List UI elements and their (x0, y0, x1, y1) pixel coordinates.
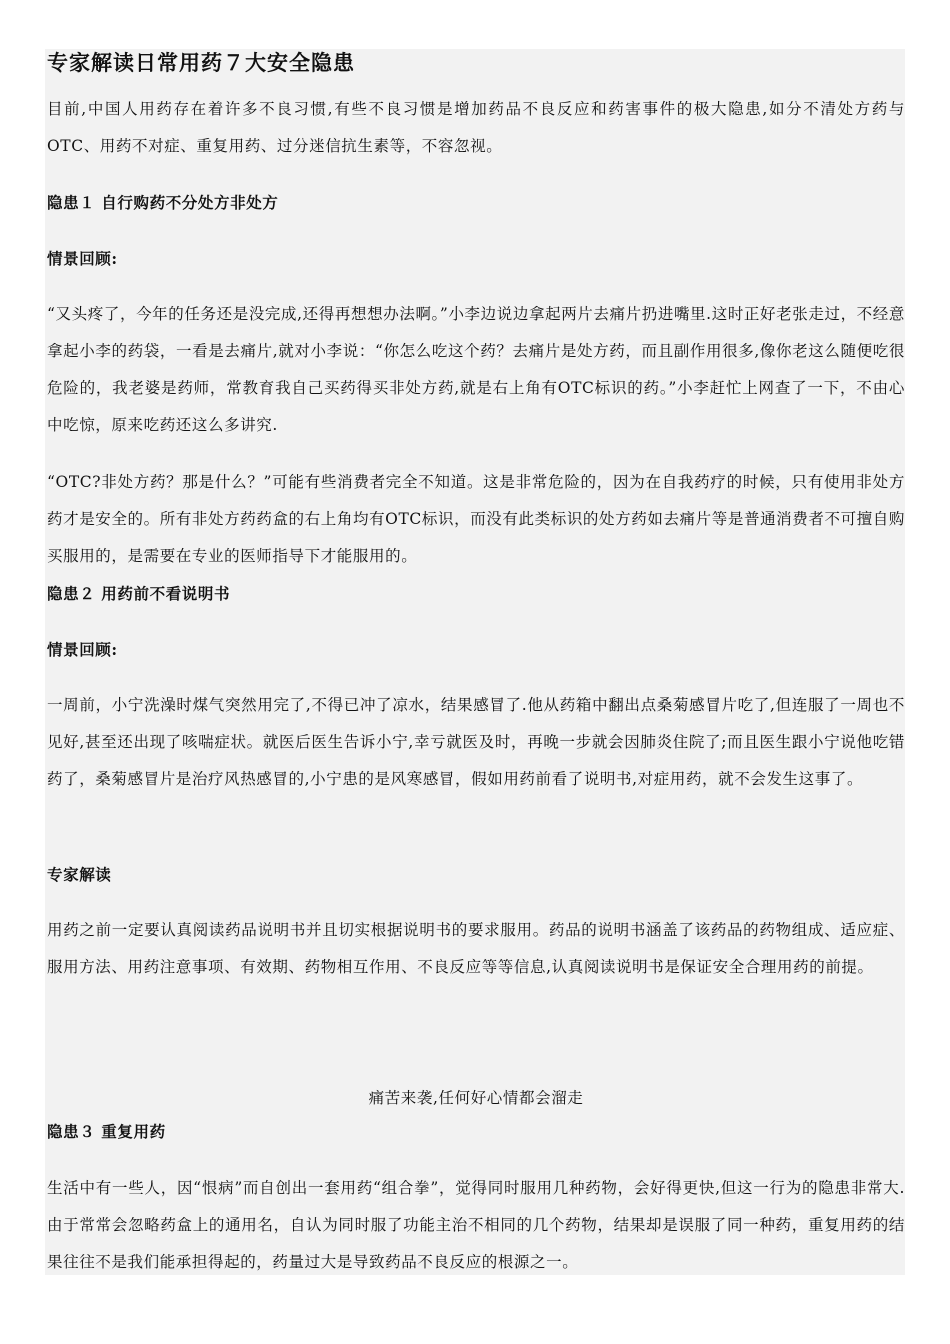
section-2-scene-label: 情景回顾: (47, 640, 118, 659)
image-caption: 痛苦来袭,任何好心情都会溜走 (368, 1089, 584, 1107)
intro-paragraph: 目前,中国人用药存在着许多不良习惯,有些不良习惯是增加药品不良反应和药害事件的极大隐患,如分不清处方药与OTC、用药不对症、重复用药、过分迷信抗生素等，不容忽视。 (47, 100, 905, 155)
section-1-heading: 隐患１ 自行购药不分处方非处方 (47, 193, 279, 212)
section-2-heading: 隐患２ 用药前不看说明书 (47, 584, 231, 603)
section-3-paragraph: 生活中有一些人，因“恨病”而自创出一套用药“组合拳”，觉得同时服用几种药物，会好得更快,但这一行为的隐患非常大.由于常常会忽略药盒上的通用名，自认为同时服了功能主治不相同的几个药物，结果却是误服了同一种药，重复用药的结果往往不是我们能承担得起的，药量过大是导致药品不良反应的根源之一。 (47, 1179, 905, 1271)
section-2-expert-paragraph: 用药之前一定要认真阅读药品说明书并且切实根据说明书的要求服用。药品的说明书涵盖了该药品的药物组成、适应症、服用方法、用药注意事项、有效期、药物相互作用、不良反应等等信息,认真阅读说明书是保证安全合理用药的前提。 (47, 921, 905, 976)
article-title: 专家解读日常用药７大安全隐患 (47, 50, 355, 75)
section-3-heading: 隐患３ 重复用药 (47, 1122, 166, 1141)
section-1-scene-paragraph: “又头疼了，今年的任务还是没完成,还得再想想办法啊。”小李边说边拿起两片去痛片扔进嘴里.这时正好老张走过，不经意拿起小李的药袋，一看是去痛片,就对小李说：“你怎么吃这个药？去痛片是处方药，而且副作用很多,像你老这么随便吃很危险的，我老婆是药师，常教育我自己买药得买非处方药,就是右上角有OTC标识的药。”小李赶忙上网查了一下，不由心中吃惊，原来吃药还这么多讲究. (47, 305, 905, 434)
section-2-expert-label: 专家解读 (47, 865, 112, 884)
section-2-scene-paragraph: 一周前，小宁洗澡时煤气突然用完了,不得已冲了凉水，结果感冒了.他从药箱中翻出点桑菊感冒片吃了,但连服了一周也不见好,甚至还出现了咳喘症状。就医后医生告诉小宁,幸亏就医及时，再晚一步就会因肺炎住院了;而且医生跟小宁说他吃错药了，桑菊感冒片是治疗风热感冒的,小宁患的是风寒感冒，假如用药前看了说明书,对症用药，就不会发生这事了。 (47, 696, 905, 788)
section-1-explain-paragraph: “OTC?非处方药？那是什么？”可能有些消费者完全不知道。这是非常危险的，因为在自我药疗的时候，只有使用非处方药才是安全的。所有非处方药药盒的右上角均有OTC标识，而没有此类标识的处方药如去痛片等是普通消费者不可擅自购买服用的，是需要在专业的医师指导下才能服用的。 (47, 473, 905, 565)
section-1-scene-label: 情景回顾: (47, 249, 118, 268)
